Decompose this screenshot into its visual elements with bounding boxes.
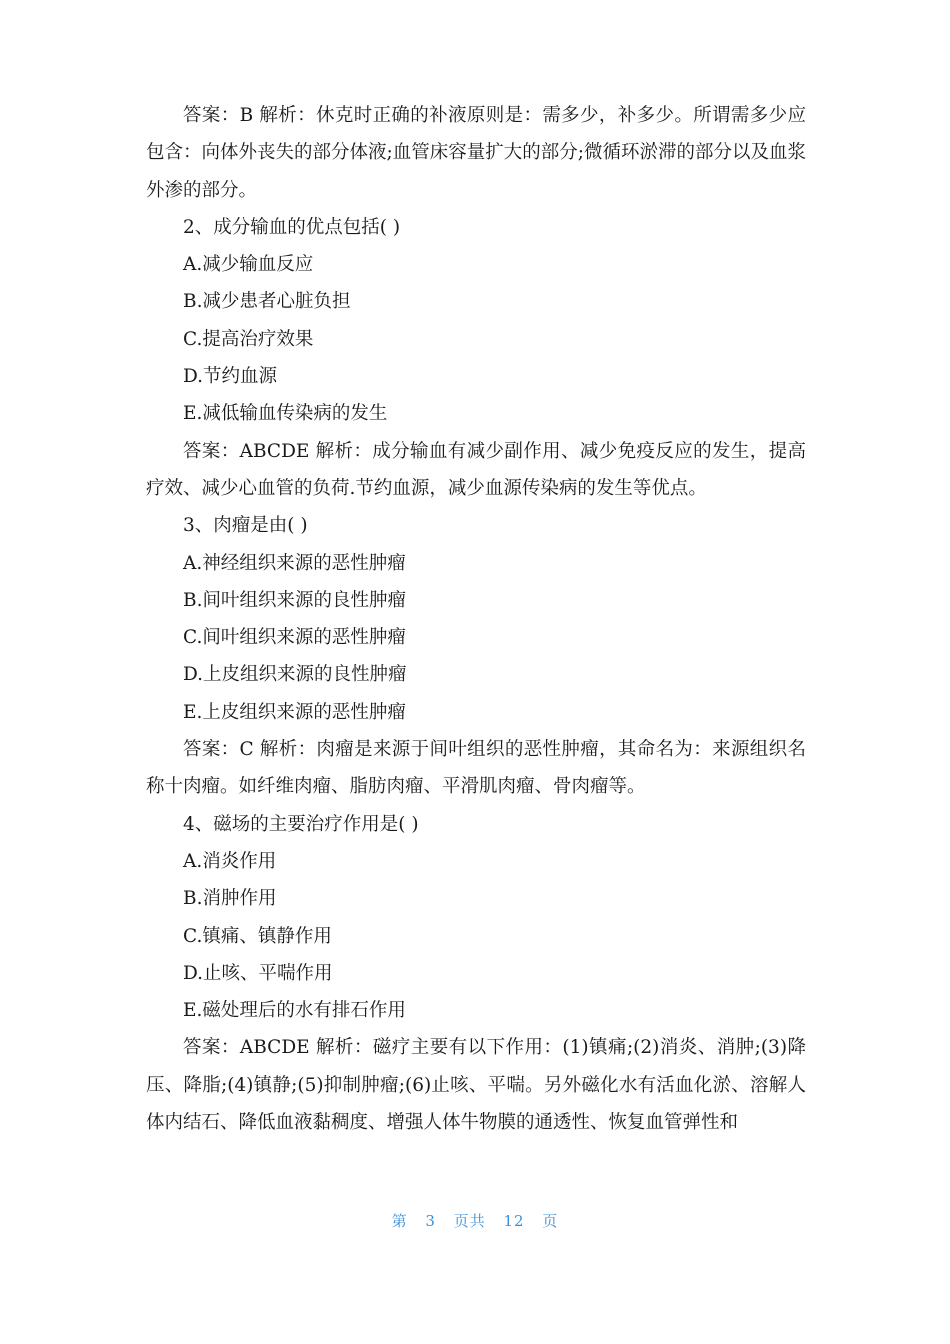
answer-paragraph-3: 答案：C 解析：肉瘤是来源于间叶组织的恶性肿瘤，其命名为：来源组织名称十肉瘤。如纤维肉瘤、脂肪肉瘤、平滑肌肉瘤、骨肉瘤等。 bbox=[146, 739, 806, 798]
option-4e: E.磁处理后的水有排石作用 bbox=[183, 1000, 406, 1022]
option-4b: B.消肿作用 bbox=[183, 888, 277, 910]
option-3e: E.上皮组织来源的恶性肿瘤 bbox=[183, 701, 406, 723]
footer-total-pages: 12 bbox=[503, 1212, 525, 1230]
answer-paragraph-1: 答案：B 解析：休克时正确的补液原则是：需多少，补多少。所谓需多少应包含：向体外丧失的部分体液;血管床容量扩大的部分;微循环淤滞的部分以及血浆外渗的部分。 bbox=[146, 105, 806, 201]
footer-middle: 页共 bbox=[453, 1212, 486, 1230]
option-3c: C.间叶组织来源的恶性肿瘤 bbox=[183, 627, 406, 649]
option-2b: B.减少患者心脏负担 bbox=[183, 291, 351, 313]
page-footer bbox=[0, 1210, 950, 1231]
option-4c: C.镇痛、镇静作用 bbox=[183, 925, 332, 947]
option-4a: A.消炎作用 bbox=[183, 850, 277, 872]
footer-suffix: 页 bbox=[542, 1212, 559, 1230]
question-2: 2、成分输血的优点包括( ) bbox=[183, 216, 401, 238]
document-body bbox=[146, 97, 806, 1141]
answer-paragraph-4: 答案：ABCDE 解析：磁疗主要有以下作用：(1)镇痛;(2)消炎、消肿;(3)降压、降脂;(4)镇静;(5)抑制肿瘤;(6)止咳、平喘。另外磁化水有活血化淤、溶解人体内结石、降低血液黏稠度、增强人体牛物膜的通透性、恢复血管弹性和 bbox=[146, 1037, 806, 1134]
footer-current-page: 3 bbox=[425, 1212, 436, 1230]
option-3d: D.上皮组织来源的良性肿瘤 bbox=[183, 664, 407, 686]
answer-paragraph-2: 答案：ABCDE 解析：成分输血有减少副作用、减少免疫反应的发生，提高疗效、减少心血管的负荷.节约血源，减少血源传染病的发生等优点。 bbox=[146, 440, 806, 499]
question-3: 3、肉瘤是由( ) bbox=[183, 515, 308, 537]
option-2e: E.减低输血传染病的发生 bbox=[183, 403, 388, 425]
footer-prefix: 第 bbox=[391, 1212, 408, 1230]
option-2c: C.提高治疗效果 bbox=[183, 328, 314, 350]
question-4: 4、磁场的主要治疗作用是( ) bbox=[183, 813, 419, 835]
option-3a: A.神经组织来源的恶性肿瘤 bbox=[183, 552, 406, 574]
option-2a: A.减少输血反应 bbox=[183, 254, 314, 276]
option-3b: B.间叶组织来源的良性肿瘤 bbox=[183, 589, 406, 611]
option-4d: D.止咳、平喘作用 bbox=[183, 962, 333, 984]
option-2d: D.节约血源 bbox=[183, 366, 278, 388]
